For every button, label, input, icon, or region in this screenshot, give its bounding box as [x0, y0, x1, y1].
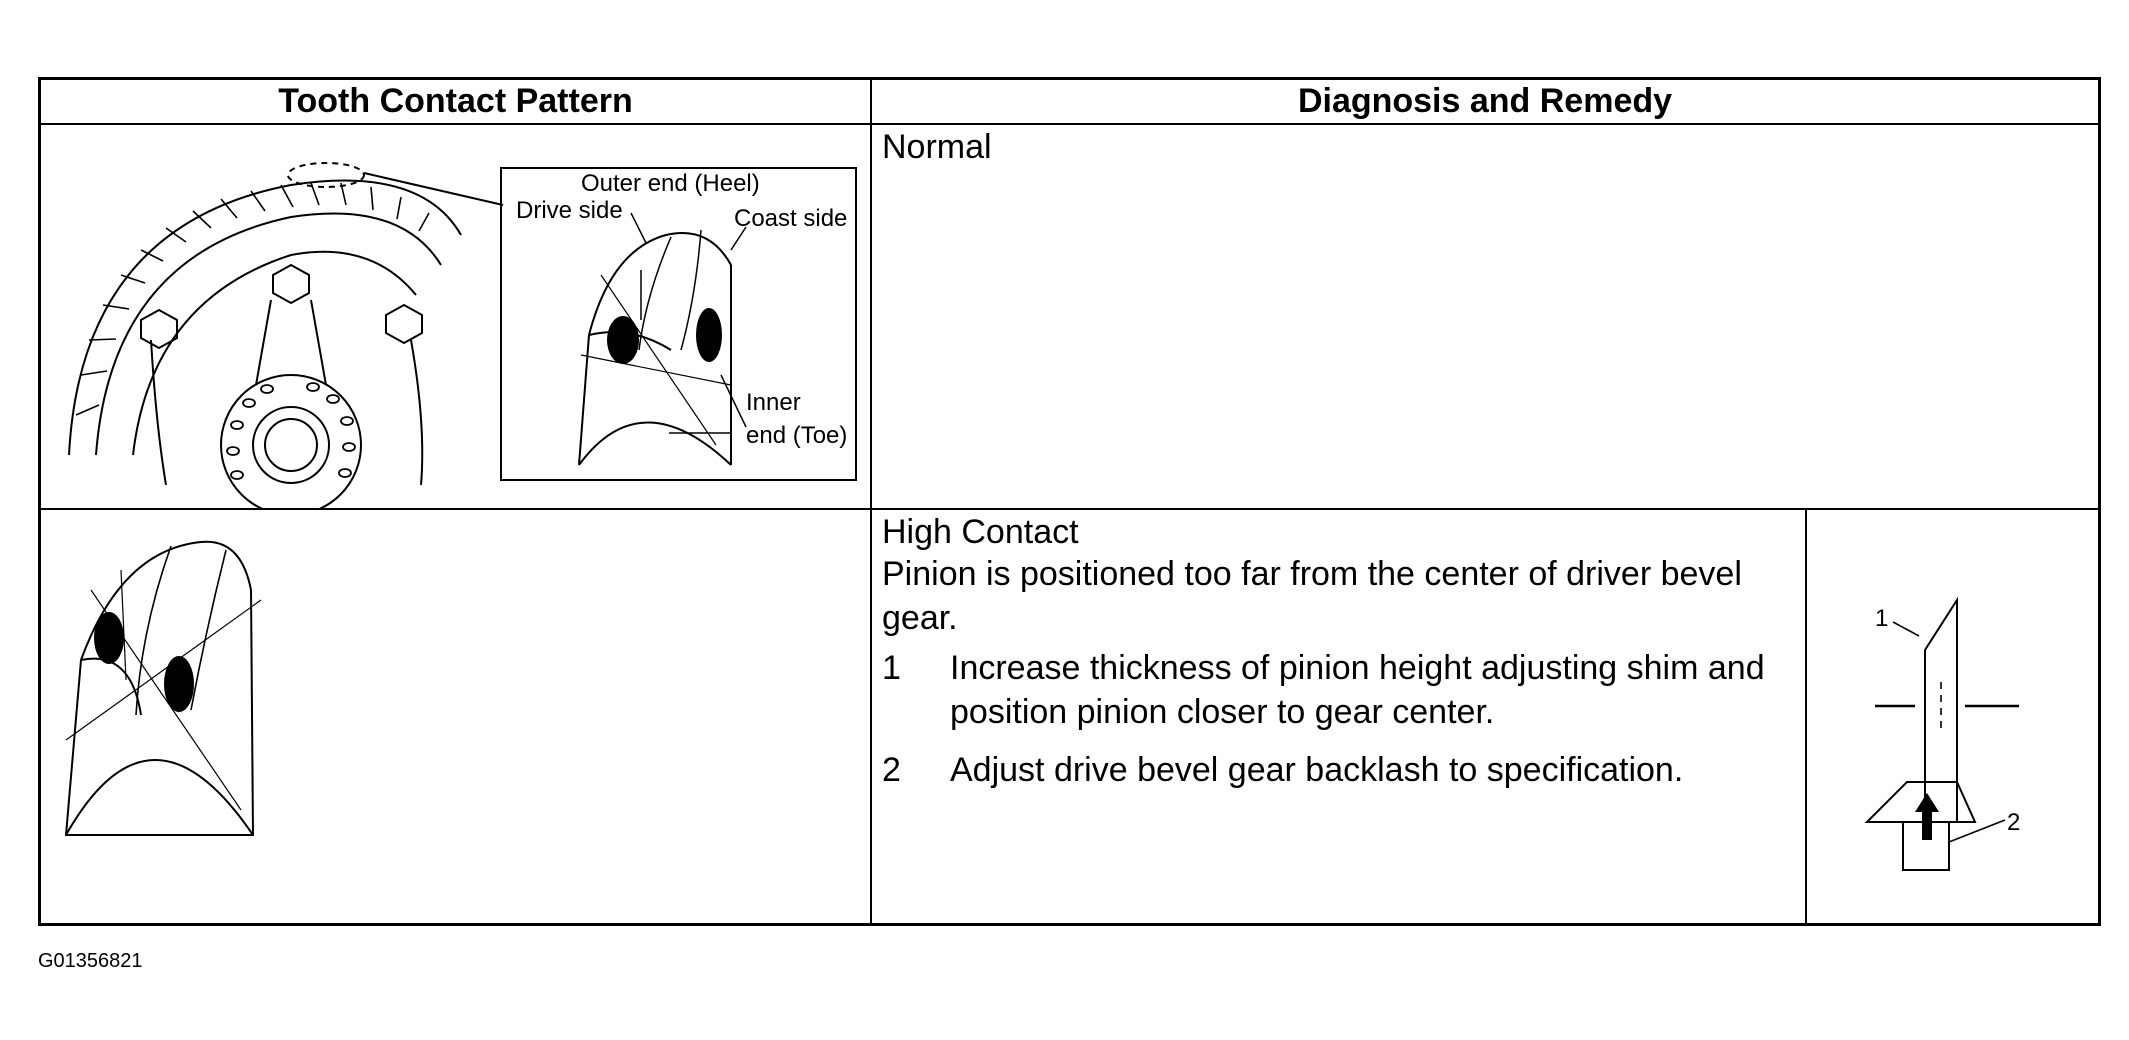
figure-id: G01356821	[38, 950, 143, 972]
label-coast-side: Coast side	[734, 205, 848, 232]
header-diagnosis-remedy: Diagnosis and Remedy	[872, 80, 2098, 125]
remedy-step	[882, 646, 1805, 734]
callout-2: 2	[2007, 809, 2021, 836]
pinion-adjustment-diagram	[1807, 510, 2098, 923]
header-tooth-contact-pattern: Tooth Contact Pattern	[41, 80, 872, 125]
normal-diagnosis-cell	[872, 125, 2098, 510]
tooth-contact-table	[38, 77, 2101, 926]
tooth-high-contact-drawing	[41, 510, 870, 922]
remedy-step-text: Adjust drive bevel gear backlash to specification.	[950, 751, 1684, 789]
high-contact-diagnosis-cell	[872, 510, 1807, 923]
high-contact-pattern-illustration	[41, 510, 872, 923]
remedy-step-number: 2	[882, 751, 901, 789]
high-contact-title: High Contact	[882, 513, 1079, 551]
label-drive-side: Drive side	[516, 197, 623, 224]
label-end-toe: end (Toe)	[746, 422, 848, 449]
remedy-step	[882, 748, 1805, 792]
label-inner: Inner	[746, 389, 801, 416]
label-outer-end: Outer end (Heel)	[581, 170, 760, 197]
pinion-shim-drawing	[1807, 510, 2101, 922]
remedy-steps	[882, 646, 1805, 792]
high-contact-description: Pinion is positioned too far from the center of driver bevel gear.	[882, 555, 1742, 637]
callout-1: 1	[1875, 605, 1889, 632]
normal-title: Normal	[882, 128, 992, 166]
ring-gear-drawing	[41, 125, 870, 508]
remedy-step-text: Increase thickness of pinion height adjusting shim and position pinion closer to gear center.	[950, 649, 1765, 731]
remedy-step-number: 1	[882, 649, 901, 687]
normal-pattern-illustration	[41, 125, 872, 510]
